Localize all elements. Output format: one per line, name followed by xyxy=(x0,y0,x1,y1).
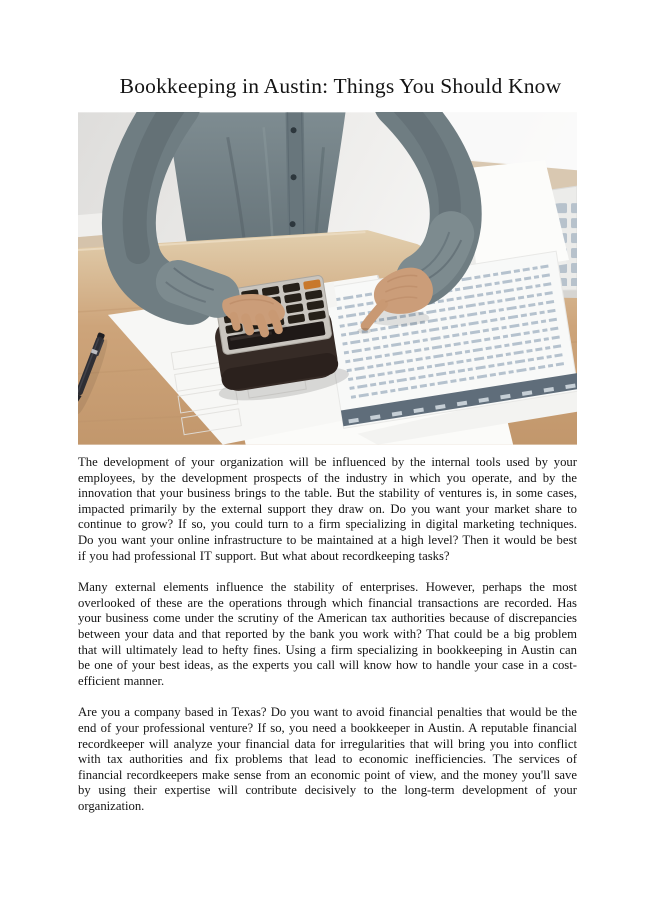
paragraph-3: Are you a company based in Texas? Do you want to avoid financial penalties that would be the end of your professional venture? If so, you need a bookkeeper in Austin. A reputable financial recordkeeper will analyze your financial data for irregularities that will bring you into conflict with tax authorities and fix problems that lead to economic inefficiencies. The services of financial recordkeepers make sense from an economic point of view, and the money you'll save by using their expertise will contribute decisively to the long-term development of your organization. xyxy=(78,705,577,813)
paragraph-1: The development of your organization will be influenced by the internal tools used by your employees, by the development prospects of the industry in which you operate, and by the innovation that your business brings to the table. But the stability of ventures is, in some cases, impacted primarily by the external support they draw on. Do you want your market share to continue to grow? If so, you could turn to a firm specializing in digital marketing techniques. Do you want your online infrastructure to be maintained at a high level? Then it would be best if you had professional IT support. But what about recordkeeping tasks? xyxy=(78,455,577,563)
paragraph-2: Many external elements influence the stability of enterprises. However, perhaps the most overlooked of these are the operations through which financial transactions are recorded. Has your business come under the scrutiny of the American tax authorities because of discrepancies between your data and that reported by the bank you work with? That could be a big problem that will ultimately lead to hefty fines. Using a firm specializing in bookkeeping in Austin can be one of your best ideas, as the experts you call will know how to handle your case in a cost-efficient manner. xyxy=(78,580,577,688)
photo-shirt-button xyxy=(291,127,297,133)
photo-shirt-button xyxy=(290,221,296,227)
article-body xyxy=(78,455,577,814)
photo-illustration xyxy=(78,112,577,445)
photo-shirt-button xyxy=(291,174,297,180)
article-title: Bookkeeping in Austin: Things You Should Know xyxy=(119,74,562,98)
article-photo xyxy=(78,112,577,445)
